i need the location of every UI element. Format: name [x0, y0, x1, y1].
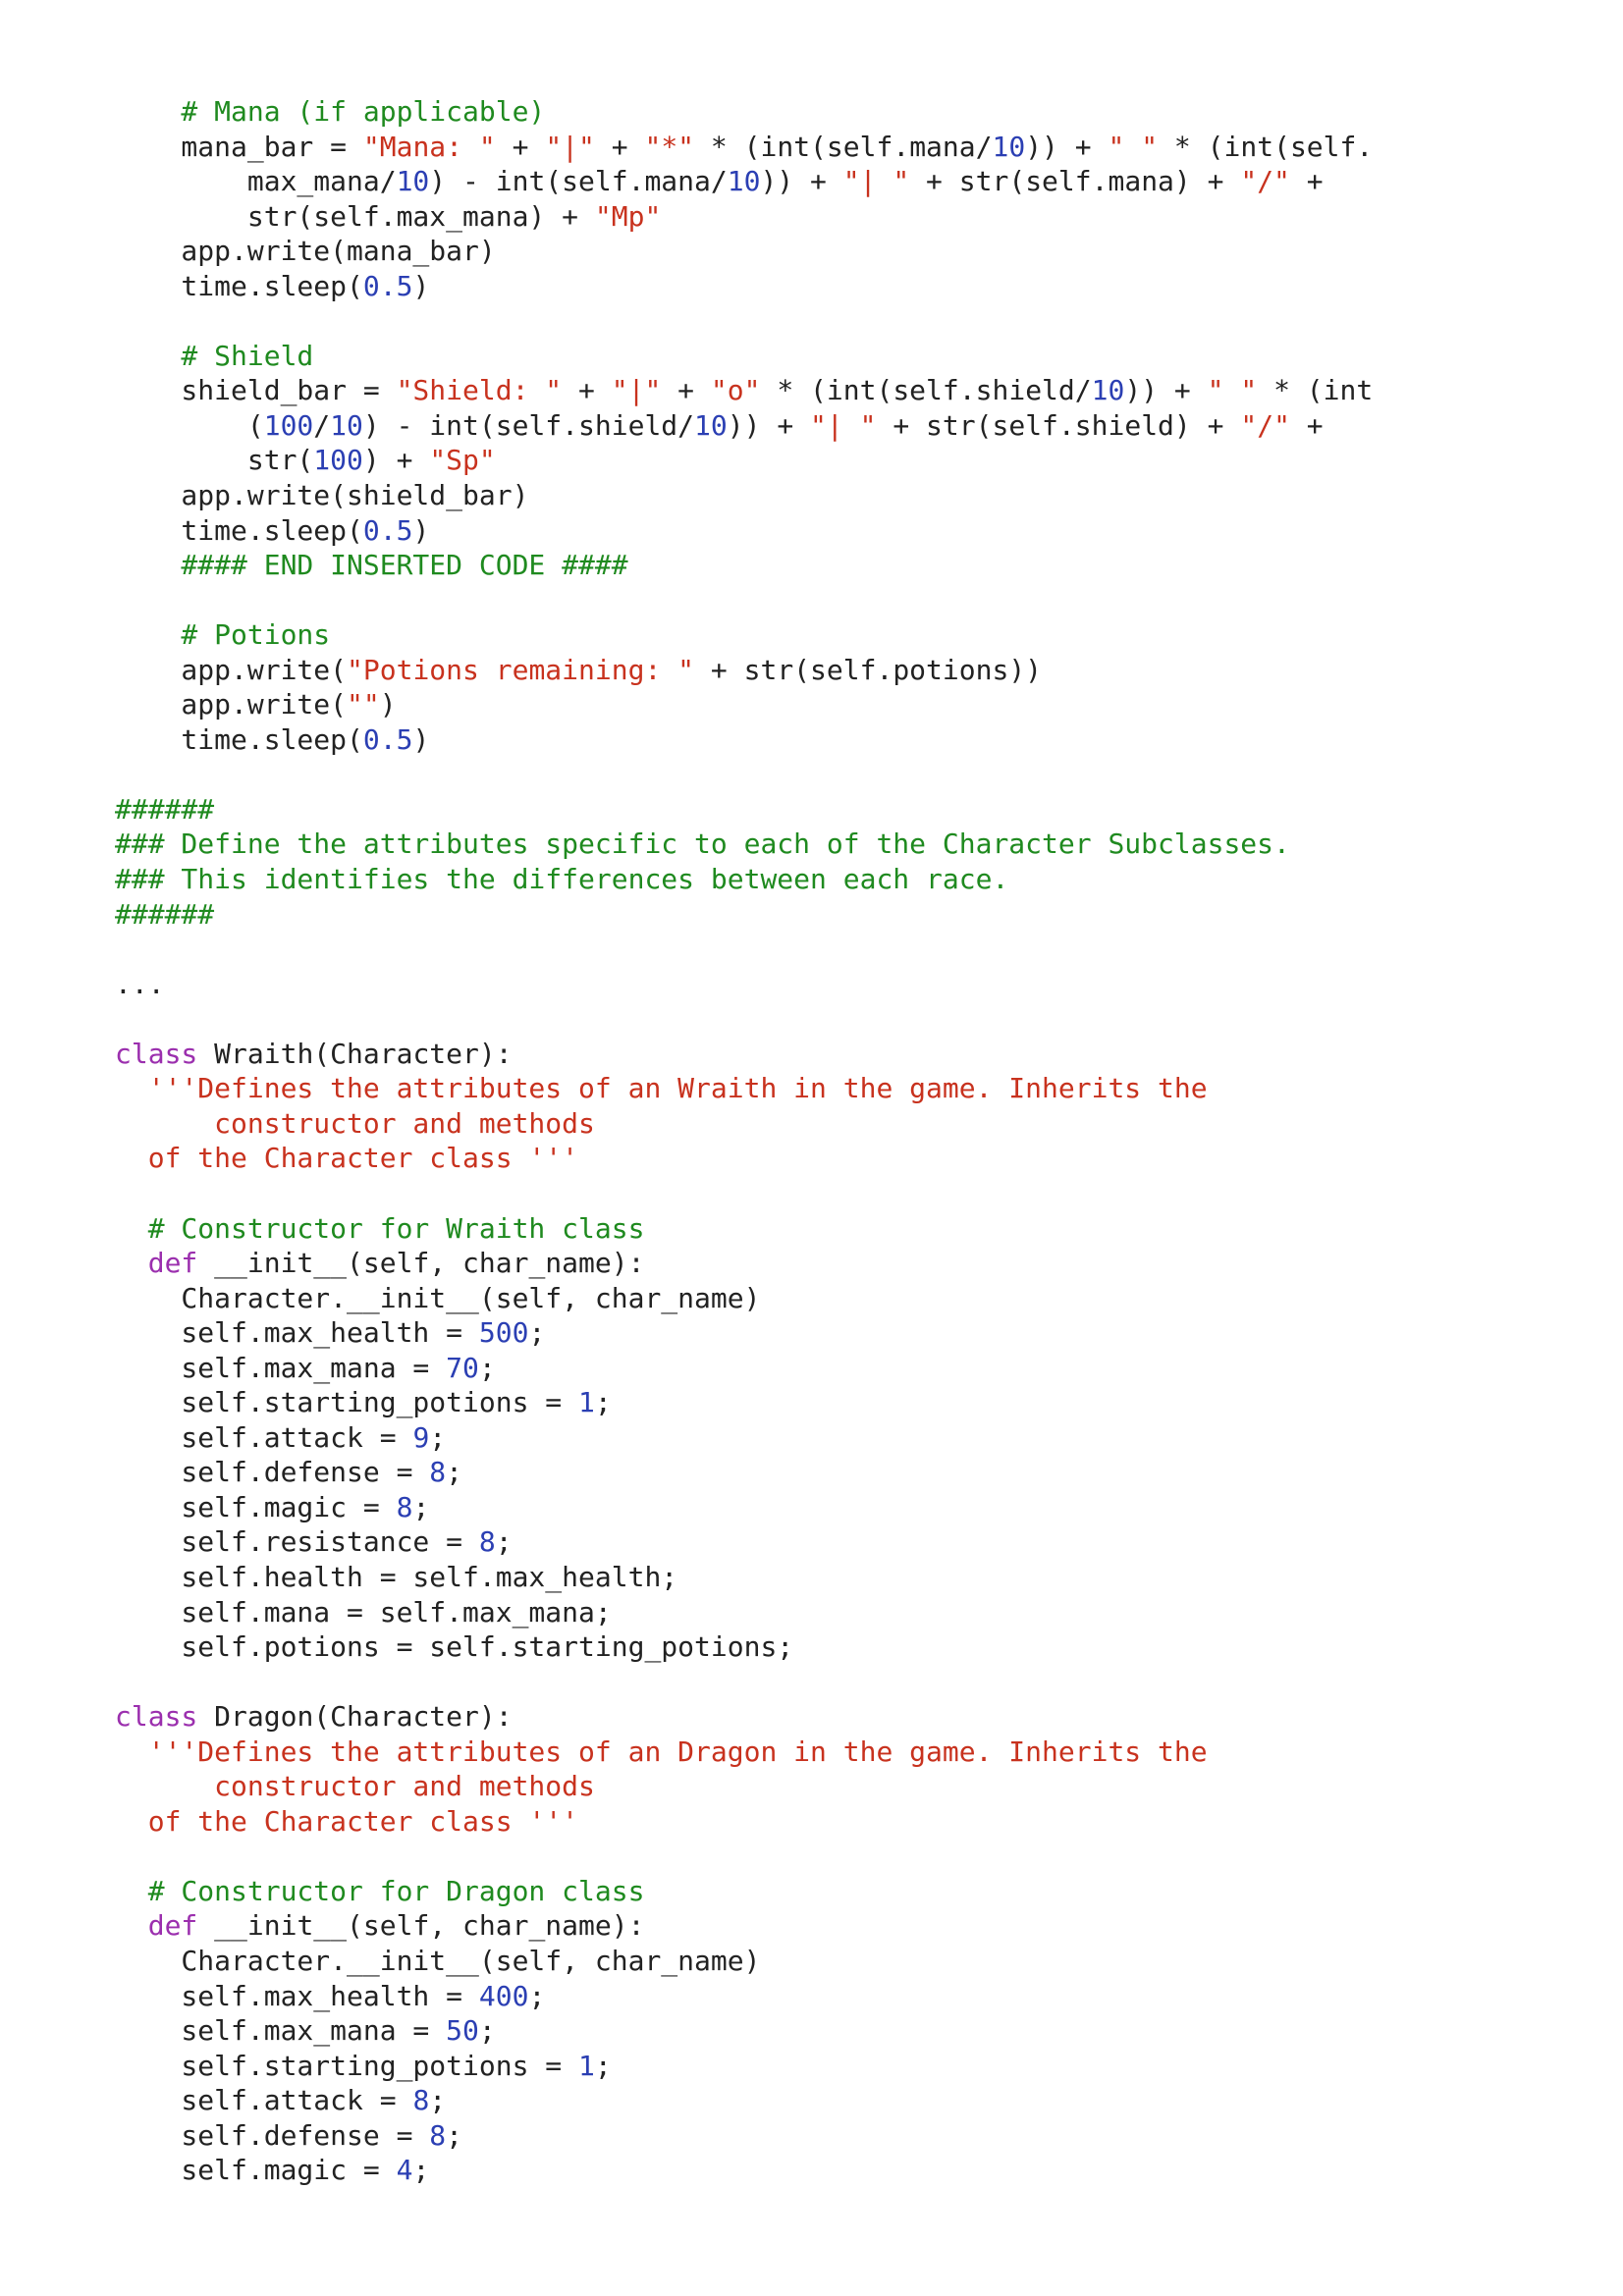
code-text: app.write(shield_bar) [115, 479, 529, 512]
code-text: ( [115, 408, 264, 442]
code-text: self.health = self.max_health; [115, 1560, 678, 1593]
code-line [115, 862, 1373, 897]
code-text: * (int(self.shield/ [760, 374, 1092, 407]
code-number: 10 [1091, 374, 1125, 407]
code-text: __init__(self, char_name): [197, 1247, 645, 1280]
code-line [115, 617, 1373, 653]
code-text: ) [412, 269, 430, 302]
code-number: 8 [396, 1490, 413, 1523]
code-line [115, 513, 1373, 549]
code-keyword: def [115, 1909, 198, 1943]
code-text: app.write( [115, 688, 348, 721]
code-line [115, 1769, 1373, 1804]
code-line [115, 1699, 1373, 1735]
code-text: ; [528, 1316, 546, 1350]
code-string: "Mp" [594, 199, 662, 233]
code-text: max_mana/ [115, 165, 397, 198]
code-text: self.potions = self.starting_potions; [115, 1630, 794, 1664]
code-text: ; [478, 2014, 496, 2048]
code-comment: # Constructor for Wraith class [115, 1211, 645, 1245]
code-line [115, 1001, 1373, 1037]
code-text: time.sleep( [115, 722, 363, 756]
code-line [115, 687, 1373, 722]
code-text: ... [115, 967, 165, 1000]
code-line [115, 130, 1373, 165]
code-number: 10 [727, 165, 761, 198]
code-string: constructor and methods [115, 1770, 595, 1803]
code-line [115, 1874, 1373, 1909]
code-text: app.write(mana_bar) [115, 235, 496, 268]
code-number: 10 [330, 408, 363, 442]
code-string: constructor and methods [115, 1106, 595, 1140]
code-text: + [1289, 165, 1324, 198]
code-keyword: class [115, 1700, 198, 1734]
code-number: 0.5 [362, 513, 413, 547]
code-comment: # Mana (if applicable) [115, 95, 546, 128]
code-text: ; [412, 2154, 430, 2187]
code-text: ) [379, 688, 397, 721]
code-string: "|" [611, 374, 662, 407]
code-text: + str(self.shield) + [876, 408, 1241, 442]
code-line [115, 932, 1373, 967]
code-line [115, 827, 1373, 862]
code-string: '''Defines the attributes of an Dragon in the game. Inherits the [115, 1735, 1208, 1768]
code-string: "|" [545, 130, 595, 163]
code-string: "/" [1240, 408, 1290, 442]
code-string: "Potions remaining: " [347, 653, 695, 686]
code-string: of the Character class ''' [115, 1804, 579, 1838]
code-line [115, 1176, 1373, 1211]
code-string: of the Character class ''' [115, 1142, 579, 1175]
code-number: 0.5 [362, 722, 413, 756]
code-text: self.attack = [115, 2084, 413, 2117]
code-listing [115, 94, 1373, 2188]
code-text: ; [594, 2049, 612, 2082]
code-text: + str(self.potions)) [694, 653, 1043, 686]
code-string: "Mana: " [362, 130, 496, 163]
code-number: 100 [263, 408, 314, 442]
code-comment: ###### [115, 792, 215, 826]
code-text: ; [446, 1456, 463, 1489]
code-line [115, 1246, 1373, 1281]
code-comment: ### This identifies the differences between each race. [115, 863, 1009, 896]
code-string: "Sp" [429, 444, 496, 477]
code-line [115, 722, 1373, 758]
code-text: + [1289, 408, 1324, 442]
code-line [115, 897, 1373, 933]
code-line [115, 1839, 1373, 1874]
code-line [115, 164, 1373, 199]
code-number: 500 [478, 1316, 529, 1350]
code-number: 8 [429, 2118, 447, 2152]
code-text: time.sleep( [115, 513, 363, 547]
code-text: ; [495, 1525, 513, 1559]
code-string: " " [1108, 130, 1159, 163]
code-text: + str(self.mana) + [909, 165, 1241, 198]
code-text: time.sleep( [115, 269, 363, 302]
code-number: 10 [992, 130, 1026, 163]
code-number: 10 [396, 165, 430, 198]
code-number: 1 [578, 2049, 595, 2082]
code-line [115, 757, 1373, 792]
code-comment: #### END INSERTED CODE #### [115, 549, 628, 582]
code-string: "o" [710, 374, 761, 407]
code-comment: ### Define the attributes specific to each of the Character Subclasses. [115, 828, 1290, 861]
code-text: ; [528, 1979, 546, 2012]
code-text: )) + [1124, 374, 1208, 407]
code-number: 1 [578, 1386, 595, 1419]
code-text: )) + [727, 408, 811, 442]
code-number: 400 [478, 1979, 529, 2012]
code-line [115, 269, 1373, 304]
code-text: + [495, 130, 546, 163]
code-line [115, 653, 1373, 688]
code-line [115, 2153, 1373, 2188]
code-line [115, 1211, 1373, 1247]
code-text: ; [594, 1386, 612, 1419]
code-text: self.resistance = [115, 1525, 479, 1559]
code-text: )) + [760, 165, 843, 198]
code-line [115, 1351, 1373, 1386]
code-line [115, 1071, 1373, 1106]
code-text: Wraith(Character): [197, 1037, 513, 1070]
code-text: + [661, 374, 711, 407]
code-line [115, 792, 1373, 828]
code-number: 70 [446, 1351, 479, 1384]
code-line [115, 1106, 1373, 1142]
code-text: + [562, 374, 612, 407]
code-line [115, 1037, 1373, 1072]
code-text: + [594, 130, 645, 163]
code-line [115, 1560, 1373, 1595]
code-comment: # Shield [115, 339, 314, 372]
code-string: "Shield: " [396, 374, 563, 407]
code-text: Character.__init__(self, char_name) [115, 1281, 761, 1314]
code-line [115, 1595, 1373, 1630]
code-line [115, 303, 1373, 339]
code-string: " " [1207, 374, 1258, 407]
code-text: shield_bar = [115, 374, 397, 407]
code-keyword: def [115, 1247, 198, 1280]
code-text: self.max_health = [115, 1979, 479, 2012]
code-line [115, 2083, 1373, 2118]
code-text: ; [429, 1420, 447, 1454]
code-text: self.max_mana = [115, 1351, 447, 1384]
code-text: self.magic = [115, 1490, 397, 1523]
code-text: ; [446, 2118, 463, 2152]
code-line [115, 1979, 1373, 2014]
code-number: 10 [694, 408, 728, 442]
code-number: 4 [396, 2154, 413, 2187]
code-string: "" [347, 688, 380, 721]
code-text: * (int [1257, 374, 1374, 407]
code-text: self.starting_potions = [115, 1386, 579, 1419]
code-text: ) + [362, 444, 430, 477]
code-text: ) [412, 722, 430, 756]
code-string: "| " [842, 165, 910, 198]
code-line [115, 478, 1373, 513]
code-line [115, 1141, 1373, 1176]
code-comment: ###### [115, 897, 215, 931]
code-text: / [313, 408, 331, 442]
code-line [115, 339, 1373, 374]
code-line [115, 199, 1373, 235]
code-text: str(self.max_mana) + [115, 199, 595, 233]
code-line [115, 1524, 1373, 1560]
code-string: "*" [644, 130, 695, 163]
code-text: self.defense = [115, 1456, 430, 1489]
code-line [115, 408, 1373, 444]
code-text: app.write( [115, 653, 348, 686]
code-keyword: class [115, 1037, 198, 1070]
code-text: self.max_mana = [115, 2014, 447, 2048]
code-text: ; [429, 2084, 447, 2117]
code-line [115, 1908, 1373, 1944]
code-text: * (int(self. [1158, 130, 1374, 163]
code-text: self.magic = [115, 2154, 397, 2187]
code-line [115, 373, 1373, 408]
code-line [115, 1490, 1373, 1525]
code-text: __init__(self, char_name): [197, 1909, 645, 1943]
code-line [115, 1804, 1373, 1840]
code-number: 0.5 [362, 269, 413, 302]
code-line [115, 2049, 1373, 2084]
code-line [115, 94, 1373, 130]
code-text: ; [412, 1490, 430, 1523]
code-text: self.starting_potions = [115, 2049, 579, 2082]
code-string: "| " [810, 408, 877, 442]
code-text: ) - int(self.shield/ [362, 408, 695, 442]
code-text: * (int(self.mana/ [694, 130, 993, 163]
code-number: 100 [313, 444, 363, 477]
code-line [115, 1735, 1373, 1770]
code-text: str( [115, 444, 314, 477]
code-line [115, 548, 1373, 583]
code-line [115, 583, 1373, 618]
code-text: ) [412, 513, 430, 547]
code-line [115, 2013, 1373, 2049]
code-line [115, 1629, 1373, 1665]
code-number: 9 [412, 1420, 430, 1454]
code-text: self.max_health = [115, 1316, 479, 1350]
code-number: 50 [446, 2014, 479, 2048]
code-line [115, 443, 1373, 478]
code-string: "/" [1240, 165, 1290, 198]
code-line [115, 234, 1373, 269]
code-line [115, 1281, 1373, 1316]
code-line [115, 1385, 1373, 1420]
code-comment: # Constructor for Dragon class [115, 1874, 645, 1907]
code-line [115, 1665, 1373, 1700]
code-text: self.attack = [115, 1420, 413, 1454]
code-comment: # Potions [115, 618, 331, 652]
code-line [115, 967, 1373, 1002]
code-line [115, 2118, 1373, 2154]
code-number: 8 [478, 1525, 496, 1559]
code-line [115, 1315, 1373, 1351]
code-text: self.defense = [115, 2118, 430, 2152]
code-text: mana_bar = [115, 130, 363, 163]
code-text: ) - int(self.mana/ [429, 165, 728, 198]
code-string: '''Defines the attributes of an Wraith in the game. Inherits the [115, 1072, 1208, 1105]
code-text: )) + [1025, 130, 1109, 163]
code-number: 8 [412, 2084, 430, 2117]
code-line [115, 1420, 1373, 1456]
code-text: self.mana = self.max_mana; [115, 1595, 612, 1629]
code-line [115, 1944, 1373, 1979]
code-number: 8 [429, 1456, 447, 1489]
code-text: ; [478, 1351, 496, 1384]
code-text: Character.__init__(self, char_name) [115, 1944, 761, 1977]
code-text: Dragon(Character): [197, 1700, 513, 1734]
code-line [115, 1455, 1373, 1490]
